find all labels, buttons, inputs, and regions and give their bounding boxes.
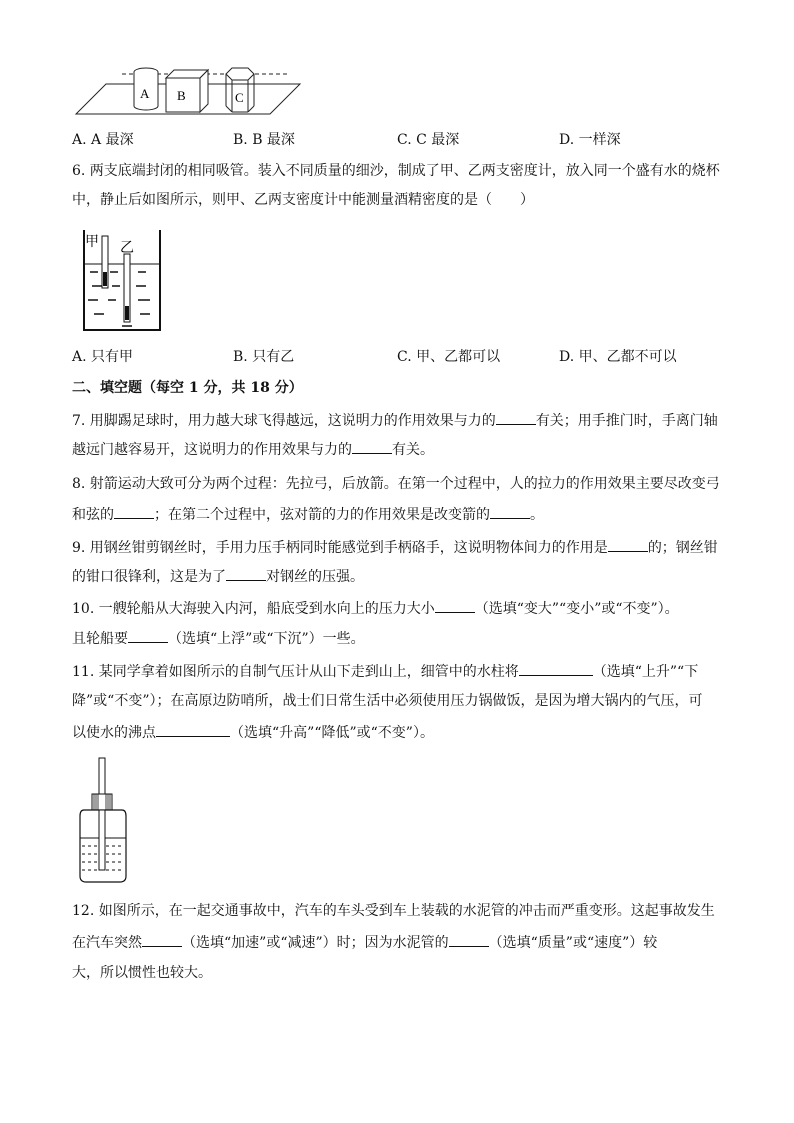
q8-line-1: 8. 射箭运动大致可分为两个过程：先拉弓，后放箭。在第一个过程中，人的拉力的作用效果主要尽改变弓 <box>72 476 720 492</box>
q7-text-2a: 越远门越容易开，这说明力的作用效果与力的 <box>72 442 352 458</box>
q12-text-2c: （选填“质量”或“速度”）较 <box>488 935 658 951</box>
q8-line-2 <box>72 504 732 525</box>
q5-option-d[interactable]: D. 一样深 <box>559 132 621 148</box>
q6-line-2: 中，静止后如图所示，则甲、乙两支密度计中能测量酒精密度的是（ ） <box>72 192 534 208</box>
q11-blank-2[interactable] <box>156 722 230 737</box>
q9-blank-1[interactable] <box>608 537 648 552</box>
q6-option-d[interactable]: D. 甲、乙都不可以 <box>559 349 677 365</box>
q9-text-2b: 对钢丝的压强。 <box>266 569 364 585</box>
q5-option-b[interactable]: B. B 最深 <box>233 132 295 148</box>
q9-line-1 <box>72 537 732 558</box>
q7-text-1a: 7. 用脚踢足球时，用力越大球飞得越远，这说明力的作用效果与力的 <box>72 413 496 429</box>
label-yi: 乙 <box>120 240 134 256</box>
q12-text-2a: 在汽车突然 <box>72 935 142 951</box>
q6-line-1: 6. 两支底端封闭的相同吸管。装入不同质量的细沙，制成了甲、乙两支密度计，放入同一个盛有水的烧杯 <box>72 163 720 179</box>
q7-line-1 <box>72 410 732 431</box>
q10-text-2a: 且轮船要 <box>72 631 128 647</box>
q7-blank-2[interactable] <box>352 439 392 454</box>
label-jia: 甲 <box>85 234 99 250</box>
q12-blank-1[interactable] <box>142 932 182 947</box>
q9-text-2a: 的钳口很锋利，这是为了 <box>72 569 226 585</box>
q9-text-1b: 的；钢丝钳 <box>647 540 718 556</box>
q7-text-1b: 有关；用手推门时，手离门轴 <box>535 413 718 429</box>
container-label-c: C <box>235 90 244 105</box>
q7-text-2b: 有关。 <box>392 442 434 458</box>
container-label-b: B <box>177 88 186 103</box>
q11-blank-1[interactable] <box>519 661 593 676</box>
q8-text-2a: 和弦的 <box>72 507 114 523</box>
q9-blank-2[interactable] <box>226 566 266 581</box>
q7-blank-1[interactable] <box>496 410 536 425</box>
q12-blank-2[interactable] <box>449 932 489 947</box>
q10-line-1 <box>72 598 732 619</box>
density-meter-figure <box>80 226 164 334</box>
q10-line-2 <box>72 628 732 649</box>
q10-text-1b: （选填“变大”“变小”或“不变”）。 <box>474 601 679 617</box>
barometer-figure <box>74 756 132 886</box>
q8-text-2c: 。 <box>530 507 544 523</box>
q11-text-3b: （选填“升高”“降低”或“不变”）。 <box>230 725 434 741</box>
q6-option-a[interactable]: A. 只有甲 <box>72 349 134 365</box>
q12-line-2 <box>72 932 732 953</box>
q10-blank-2[interactable] <box>128 628 168 643</box>
q5-option-a[interactable]: A. A 最深 <box>72 132 134 148</box>
containers-figure <box>70 62 310 120</box>
q9-text-1a: 9. 用钢丝钳剪钢丝时，手用力压手柄同时能感觉到手柄硌手，这说明物体间力的作用是 <box>72 540 608 556</box>
container-label-a: A <box>140 86 150 101</box>
q10-blank-1[interactable] <box>435 598 475 613</box>
q10-text-1a: 10. 一艘轮船从大海驶入内河，船底受到水向上的压力大小 <box>72 601 435 617</box>
q7-line-2 <box>72 439 732 460</box>
q11-text-1b: （选填“上升”“下 <box>592 664 699 680</box>
section-2-title: 二、填空题（每空 1 分，共 18 分） <box>72 380 303 396</box>
q11-text-1a: 11. 某同学拿着如图所示的自制气压计从山下走到山上，细管中的水柱将 <box>72 664 519 680</box>
q10-text-2b: （选填“上浮”或“下沉”）一些。 <box>168 631 365 647</box>
q12-text-2b: （选填“加速”或“减速”）时；因为水泥管的 <box>182 935 449 951</box>
q9-line-2 <box>72 566 732 587</box>
q11-text-3a: 以使水的沸点 <box>72 725 156 741</box>
q8-blank-2[interactable] <box>490 504 530 519</box>
q12-line-3: 大，所以惯性也较大。 <box>72 965 212 981</box>
q8-blank-1[interactable] <box>114 504 154 519</box>
q8-text-2b: ；在第二个过程中，弦对箭的力的作用效果是改变箭的 <box>154 507 490 523</box>
q6-option-c[interactable]: C. 甲、乙都可以 <box>397 349 501 365</box>
q6-option-b[interactable]: B. 只有乙 <box>233 349 295 365</box>
q12-line-1: 12. 如图所示，在一起交通事故中，汽车的车头受到车上装载的水泥管的冲击而严重变形。这起事故发生 <box>72 903 715 919</box>
q5-option-c[interactable]: C. C 最深 <box>397 132 460 148</box>
q11-line-2: 降”或“不变”）；在高原边防哨所，战士们日常生活中必须使用压力锅做饭，是因为增大锅内的气压，可 <box>72 693 703 709</box>
q11-line-3 <box>72 722 732 743</box>
q11-line-1 <box>72 661 732 682</box>
